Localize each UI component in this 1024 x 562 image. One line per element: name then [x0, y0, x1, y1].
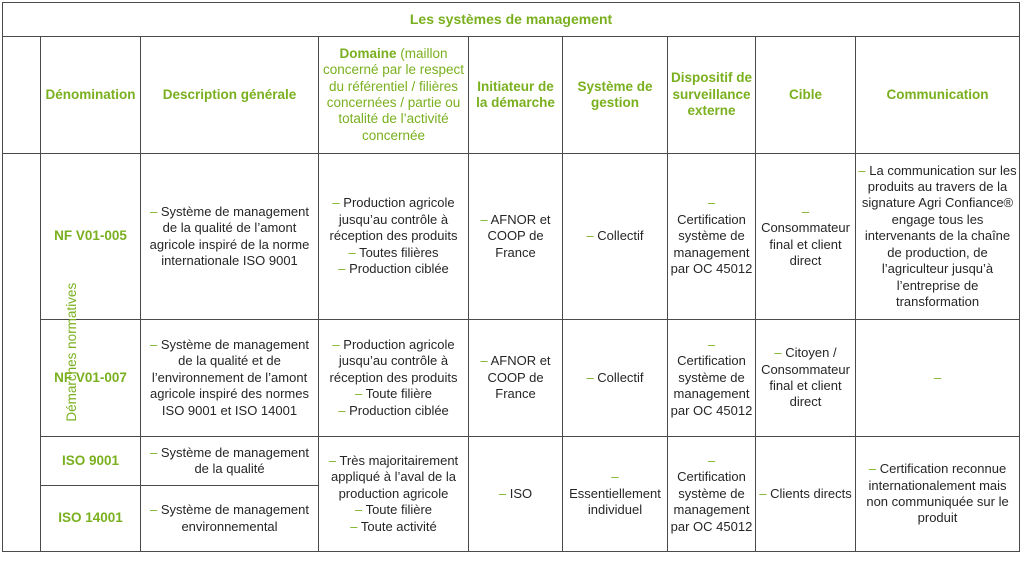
iso-initiateur: – ISO	[469, 437, 563, 552]
row-name: NF V01-005	[41, 154, 141, 320]
row-dispositif: – Certification système de management par OC 45012	[668, 154, 756, 320]
row-name: NF V01-007	[41, 320, 141, 437]
row-domaine: – Production agricole jusqu’au contrôle à réception des produits – Toutes filières – Production ciblée	[319, 154, 469, 320]
header-cible: Cible	[756, 37, 856, 154]
row-initiateur: – AFNOR et COOP de France	[469, 320, 563, 437]
row-communication: –	[856, 320, 1020, 437]
header-domaine-bold: Domaine	[339, 45, 397, 61]
row-cible: – Consommateur final et client direct	[756, 154, 856, 320]
management-systems-table	[2, 2, 1020, 552]
side-label: Démarches normatives	[64, 283, 80, 422]
row-cible: – Citoyen / Consommateur final et client direct	[756, 320, 856, 437]
row-dispositif: – Certification système de management par OC 45012	[668, 320, 756, 437]
iso-systeme: – Essentiellement individuel	[563, 437, 668, 552]
table-row	[3, 437, 1020, 486]
row-initiateur: – AFNOR et COOP de France	[469, 154, 563, 320]
iso-communication: – Certification reconnue internationalement mais non communiquée sur le produit	[856, 437, 1020, 552]
row-description: – Système de management de la qualité de l’amont agricole inspiré de la norme internationale ISO 9001	[141, 154, 319, 320]
table-title: Les systèmes de management	[3, 3, 1020, 37]
side-label-cell	[3, 154, 80, 552]
header-denomination: Dénomination	[41, 37, 141, 154]
row-name: ISO 9001	[41, 437, 141, 486]
iso-domaine: – Très majoritairement appliqué à l’aval de la production agricole – Toute filière – Toute activité	[319, 437, 469, 552]
table-row	[3, 154, 1020, 320]
row-description: – Système de management de la qualité	[141, 437, 319, 486]
row-domaine: – Production agricole jusqu’au contrôle à réception des produits – Toute filière – Production ciblée	[319, 320, 469, 437]
header-communication: Communication	[856, 37, 1020, 154]
header-description: Description générale	[141, 37, 319, 154]
row-communication: – La communication sur les produits au travers de la signature Agri Confiance® engage tous les intervenants de la chaîne de production, de l’agriculteur jusqu’à l’entreprise de transformation	[856, 154, 1020, 320]
iso-dispositif: – Certification système de management par OC 45012	[668, 437, 756, 552]
header-domaine	[319, 37, 469, 154]
row-description: – Système de management de la qualité et de l’environnement de l’amont agricole inspiré des normes ISO 9001 et ISO 14001	[141, 320, 319, 437]
row-systeme: – Collectif	[563, 154, 668, 320]
iso-cible: – Clients directs	[756, 437, 856, 552]
header-systeme: Système de gestion	[563, 37, 668, 154]
header-initiateur: Initiateur de la démarche	[469, 37, 563, 154]
row-systeme: – Collectif	[563, 320, 668, 437]
row-name: ISO 14001	[41, 486, 141, 552]
header-dispositif: Dispositif de surveillance externe	[668, 37, 756, 154]
header-domaine-rest: (maillon concerné par le respect du référentiel / filières concernées / partie ou totalité de l’activité concernée	[322, 45, 465, 143]
row-description: – Système de management environnemental	[141, 486, 319, 552]
header-empty	[3, 37, 41, 154]
table-row	[3, 320, 1020, 437]
